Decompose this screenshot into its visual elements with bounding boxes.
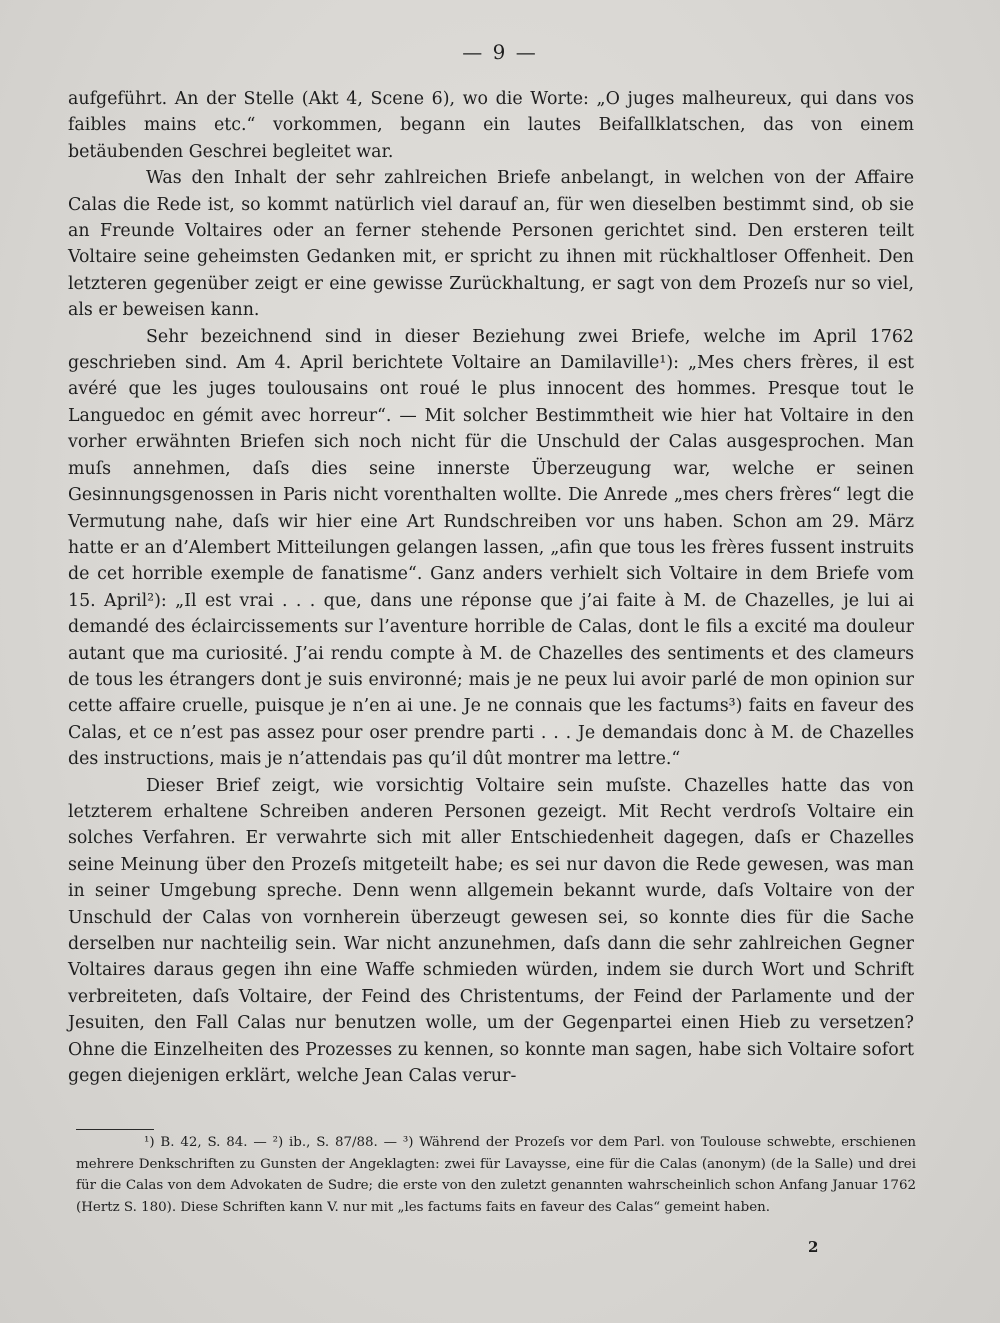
paragraph-4: Dieser Brief zeigt, wie vorsichtig Voltaire sein muſste. Chazelles hatte das von letzterem erhaltene Schreiben anderen Personen gezeigt. Mit Recht verdroſs Voltaire ein solches Verfahren. Er verwahrte sich mit aller Entschiedenheit dagegen, daſs er Chazelles seine Meinung über den Prozeſs mitgeteilt habe; es sei nur davon die Rede gewesen, was man in seiner Umgebung spreche. Denn wenn allgemein bekannt wurde, daſs Voltaire von der Unschuld der Calas von vornherein überzeugt gewesen sei, so konnte dies für die Sache derselben nur nachteilig sein. War nicht anzunehmen, daſs dann die sehr zahlreichen Gegner Voltaires daraus gegen ihn eine Waffe schmieden würden, indem sie durch Wort und Schrift verbreiteten, daſs Voltaire, der Feind des Christentums, der Feind der Parlamente und der Jesuiten, den Fall Calas nur benutzen wolle, um der Gegenpartei einen Hieb zu versetzen? Ohne die Einzelheiten des Prozesses zu kennen, so konnte man sagen, habe sich Voltaire sofort gegen diejenigen erklärt, welche Jean Calas verur- [68, 775, 914, 1087]
footnotes [76, 1132, 916, 1218]
footnote-separator [76, 1129, 154, 1130]
page-number: — 9 — [462, 40, 538, 64]
paragraph-3: Sehr bezeichnend sind in dieser Beziehung zwei Briefe, welche im April 1762 geschrieben sind. Am 4. April berichtete Voltaire an Damilaville¹): „Mes chers frères, il est avéré que les juges toulousains ont roué le plus innocent des hommes. Presque tout le Languedoc en gémit avec horreur“. — Mit solcher Bestimmtheit wie hier hat Voltaire in den vorher erwähnten Briefen sich noch nicht für die Unschuld der Calas ausgesprochen. Man muſs annehmen, daſs dies seine innerste Überzeugung war, welche er seinen Gesinnungsgenossen in Paris nicht vorenthalten wollte. Die Anrede „mes chers frères“ legt die Vermutung nahe, daſs wir hier eine Art Rundschreiben vor uns haben. Schon am 29. März hatte er an d’Alembert Mitteilungen gelangen lassen, „afin que tous les frères fussent instruits de cet horrible exemple de fanatisme“. Ganz anders verhielt sich Voltaire in dem Briefe vom 15. April²): „Il est vrai . . . que, dans une réponse que j’ai faite à M. de Chazelles, je lui ai demandé des éclaircissements sur l’aventure horrible de Calas, dont le fils a excité ma douleur autant que ma curiosité. J’ai rendu compte à M. de Chazelles des sentiments et des clameurs de tous les étrangers dont je suis environné; mais je ne peux lui avoir parlé de mon opinion sur cette affaire cruelle, puisque je n’en ai une. Je ne connais que les factums³) faits en faveur des Calas, et ce n’est pas assez pour oser prendre parti . . . Je demandais donc à M. de Chazelles des instructions, mais je n’attendais pas qu’il dût montrer ma lettre.“ [68, 326, 914, 770]
body-text [68, 86, 914, 1089]
footnote-text: ¹) B. 42, S. 84. — ²) ib., S. 87/88. — ³) Während der Prozeſs vor dem Parl. von Toulouse schwebte, erschienen mehrere Denkschriften zu Gunsten der Angeklagten: zwei für Lavaysse, eine für die Calas (anonym) (de la Salle) und drei für die Calas von dem Advokaten de Sudre; die erste von den zuletzt genannten wahrscheinlich schon Anfang Januar 1762 (Hertz S. 180). Diese Schriften kann V. nur mit „les factums faits en faveur des Calas“ gemeint haben. [76, 1135, 916, 1215]
paragraph-1: aufgeführt. An der Stelle (Akt 4, Scene 6), wo die Worte: „O juges malheureux, qui dans vos faibles mains etc.“ vorkommen, begann ein lautes Beifallklatschen, das von einem betäubenden Geschrei begleitet war. [68, 89, 914, 162]
signature-mark: 2 [808, 1238, 819, 1256]
paragraph-2: Was den Inhalt der sehr zahlreichen Briefe anbelangt, in welchen von der Affaire Calas die Rede ist, so kommt natürlich viel darauf an, für wen dieselben bestimmt sind, ob sie an Freunde Voltaires oder an ferner stehende Personen gerichtet sind. Den ersteren teilt Voltaire seine geheimsten Gedanken mit, er spricht zu ihnen mit rückhaltloser Offenheit. Den letzteren gegenüber zeigt er eine gewisse Zurückhaltung, er sagt von dem Prozeſs nur so viel, als er beweisen kann. [68, 168, 914, 321]
